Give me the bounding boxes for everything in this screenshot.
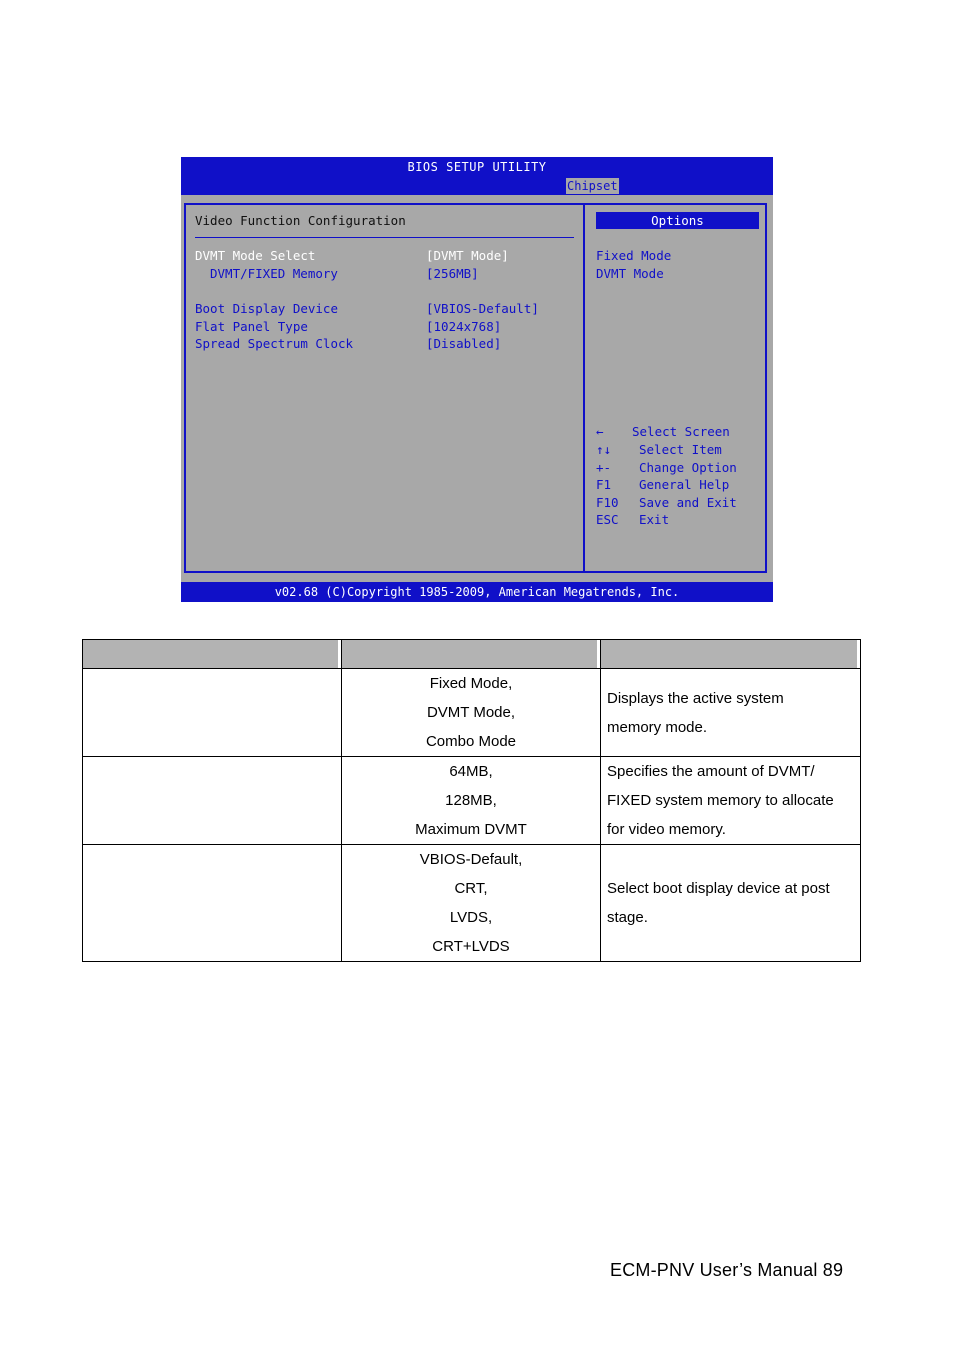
table-cell-description [601,845,861,962]
description-line: stage. [607,909,648,926]
description-line: for video memory. [607,821,726,838]
options-table [82,639,861,962]
help-desc-select-screen: Select Screen [632,424,730,439]
help-key-up-down-arrow-icon: ↑↓ [596,442,612,457]
help-desc-exit: Exit [639,512,670,527]
table-cell-name [83,669,342,757]
menu-value-dvmt-mode-select[interactable]: [DVMT Mode] [426,248,509,263]
table-cell-description [601,669,861,757]
table-cell-name [83,845,342,962]
description-line: Displays the active system [607,689,784,707]
menu-item-spread-spectrum-clock[interactable]: Spread Spectrum Clock [195,336,354,351]
option-value: LVDS, [449,909,493,926]
help-desc-save-and-exit: Save and Exit [639,495,737,510]
description-line: Select boot display device at post [607,880,830,897]
option-value: Combo Mode [425,733,517,750]
option-fixed-mode[interactable]: Fixed Mode [596,248,672,263]
option-value: CRT, [454,880,488,897]
bios-tab-bar [181,177,773,195]
menu-item-flat-panel-type[interactable]: Flat Panel Type [195,319,308,334]
table-header-cell [601,640,861,669]
option-value: VBIOS-Default, [419,851,523,868]
menu-value-flat-panel-type[interactable]: [1024x768] [426,319,502,334]
table-row [83,669,861,757]
description-line: Specifies the amount of DVMT/ [607,763,815,780]
option-value: 64MB, [449,763,493,780]
bios-copyright-footer: v02.68 (C)Copyright 1985-2009, American Megatrends, Inc. [181,582,773,602]
bios-screenshot [181,157,773,602]
bios-title: BIOS SETUP UTILITY [181,157,773,177]
section-underline [195,237,574,238]
table-header-cell [342,640,601,669]
table-cell-name [83,757,342,845]
option-value: 128MB, [445,792,497,809]
table-row [83,845,861,962]
help-desc-general-help: General Help [639,477,730,492]
description-line: FIXED system memory to allocate [607,792,834,809]
menu-item-dvmt-mode-select[interactable]: DVMT Mode Select [195,248,316,263]
option-value: DVMT Mode, [426,704,516,721]
table-cell-options [342,669,601,757]
table-cell-options [342,757,601,845]
page-footer: ECM-PNV User’s Manual 89 [610,1260,844,1280]
help-key-esc: ESC [596,512,619,527]
menu-value-dvmt-fixed-memory[interactable]: [256MB] [426,266,479,281]
table-cell-options [342,845,601,962]
help-key-f10: F10 [596,495,619,510]
tab-chipset[interactable]: Chipset [567,179,618,193]
section-title: Video Function Configuration [195,213,406,228]
help-desc-change-option: Change Option [639,460,737,475]
option-value: CRT+LVDS [432,938,510,955]
table-cell-description [601,757,861,845]
table-row [83,757,861,845]
table-header-cell [83,640,342,669]
option-value: Maximum DVMT [415,821,527,838]
bios-panel-divider [583,203,585,573]
help-key-plus-minus: +- [596,460,612,475]
menu-value-boot-display-device[interactable]: [VBIOS-Default] [426,301,539,316]
option-value: Fixed Mode, [429,675,513,692]
help-key-f1: F1 [596,477,612,492]
option-dvmt-mode[interactable]: DVMT Mode [596,266,664,281]
menu-item-dvmt-fixed-memory[interactable]: DVMT/FIXED Memory [210,266,338,281]
menu-value-spread-spectrum-clock[interactable]: [Disabled] [426,336,502,351]
options-header: Options [596,212,759,229]
table-header-row [83,640,861,669]
description-line: memory mode. [607,718,708,736]
help-desc-select-item: Select Item [639,442,722,457]
help-key-left-arrow-icon: ← [596,424,604,439]
menu-item-boot-display-device[interactable]: Boot Display Device [195,301,338,316]
